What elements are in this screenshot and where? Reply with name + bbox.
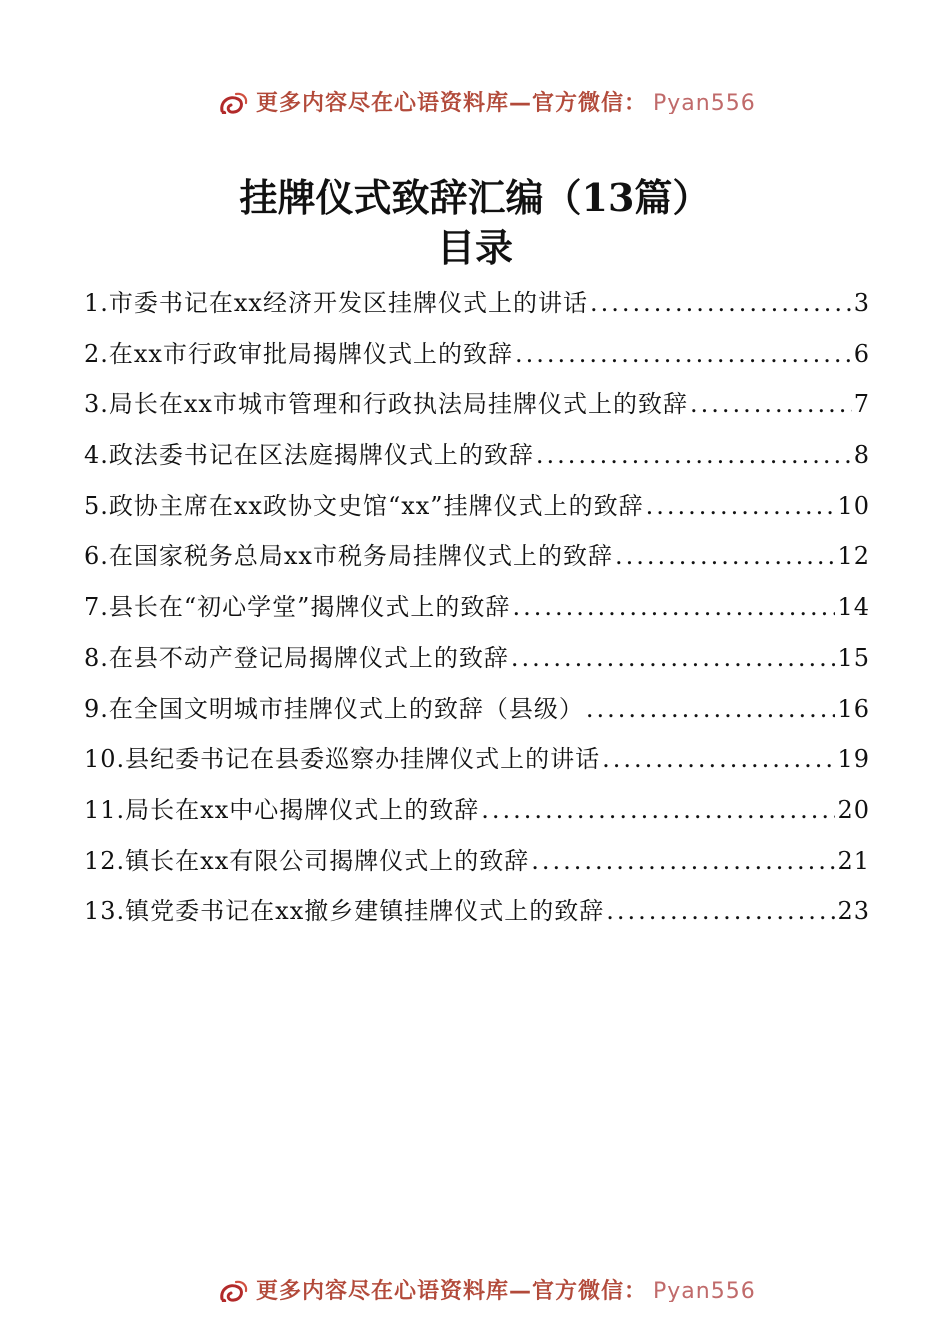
toc-entry-label: 1.市委书记在xx经济开发区挂牌仪式上的讲话: [84, 289, 588, 317]
toc-entry-label: 8.在县不动产登记局揭牌仪式上的致辞: [84, 643, 509, 672]
header-watermark: [0, 80, 950, 114]
toc-leader-dots: [515, 340, 852, 368]
toc-entry-page: 6: [853, 339, 870, 368]
watermark-text: 更多内容尽在心语资料库—官方微信： Pyan556: [256, 1279, 756, 1302]
toc-entry-11[interactable]: [84, 790, 870, 841]
toc-leader-dots: [536, 441, 852, 469]
toc-leader-dots: [590, 289, 852, 317]
red-swirl-logo-icon: [218, 1279, 248, 1303]
toc-entry-8[interactable]: [84, 638, 870, 689]
toc-entry-label: 5.政协主席在xx政协文史馆“xx”挂牌仪式上的致辞: [84, 491, 644, 520]
toc-leader-dots: [511, 644, 836, 672]
toc-entry-label: 11.局长在xx中心揭牌仪式上的致辞: [84, 795, 480, 824]
toc-leader-dots: [690, 390, 852, 418]
header-watermark-content: [218, 88, 756, 114]
toc-entry-page: 19: [837, 745, 870, 774]
toc-entry-page: 15: [837, 643, 870, 672]
toc-entry-13[interactable]: [84, 891, 870, 942]
toc-leader-dots: [481, 796, 835, 824]
toc-entry-page: 7: [853, 390, 870, 419]
toc-entry-7[interactable]: [84, 587, 870, 638]
toc-entry-label: 10.县纪委书记在县委巡察办挂牌仪式上的讲话: [84, 745, 601, 774]
red-swirl-logo-icon: [218, 91, 248, 115]
footer-watermark-content: [218, 1276, 756, 1302]
toc-entry-page: 3: [853, 289, 870, 317]
toc-entry-label: 9.在全国文明城市挂牌仪式上的致辞（县级）: [84, 694, 584, 723]
watermark-text: 更多内容尽在心语资料库—官方微信： Pyan556: [256, 91, 756, 114]
toc-entry-label: 2.在xx市行政审批局揭牌仪式上的致辞: [84, 339, 513, 368]
toc-entry-label: 3.局长在xx市城市管理和行政执法局挂牌仪式上的致辞: [84, 390, 688, 419]
toc-entry-page: 12: [837, 542, 870, 571]
toc-leader-dots: [531, 847, 835, 875]
toc-entry-label: 12.镇长在xx有限公司揭牌仪式上的致辞: [84, 846, 530, 875]
toc-entry-page: 20: [837, 795, 870, 824]
toc-heading: 目录: [436, 225, 513, 270]
toc-entry-3[interactable]: [84, 384, 870, 435]
toc-entry-page: 10: [837, 491, 870, 520]
toc-leader-dots: [602, 745, 835, 773]
toc-entry-12[interactable]: [84, 841, 870, 892]
toc-leader-dots: [512, 593, 835, 621]
watermark-handle: Pyan556: [653, 91, 756, 114]
table-of-contents: [84, 283, 870, 942]
watermark-handle: Pyan556: [653, 1279, 756, 1302]
toc-entry-page: 21: [837, 846, 870, 875]
document-title: 挂牌仪式致辞汇编（13篇）: [239, 175, 711, 220]
toc-leader-dots: [646, 492, 836, 520]
toc-leader-dots: [586, 695, 836, 723]
toc-leader-dots: [615, 542, 835, 570]
toc-entry-label: 7.县长在“初心学堂”揭牌仪式上的致辞: [84, 593, 511, 622]
toc-entry-page: 16: [837, 694, 870, 723]
toc-entry-4[interactable]: [84, 435, 870, 486]
toc-entry-label: 6.在国家税务总局xx市税务局挂牌仪式上的致辞: [84, 542, 613, 571]
toc-leader-dots: [606, 897, 835, 925]
toc-entry-6[interactable]: [84, 536, 870, 587]
footer-watermark: [0, 1268, 950, 1302]
toc-entry-page: 14: [837, 593, 870, 622]
toc-entry-9[interactable]: [84, 689, 870, 740]
toc-entry-label: 13.镇党委书记在xx撤乡建镇挂牌仪式上的致辞: [84, 897, 605, 926]
toc-entry-2[interactable]: [84, 334, 870, 385]
toc-entry-1[interactable]: [84, 283, 870, 334]
toc-entry-10[interactable]: [84, 739, 870, 790]
toc-entry-5[interactable]: [84, 486, 870, 537]
toc-entry-page: 23: [837, 897, 870, 926]
toc-entry-label: 4.政法委书记在区法庭揭牌仪式上的致辞: [84, 441, 534, 470]
toc-entry-page: 8: [853, 441, 870, 470]
